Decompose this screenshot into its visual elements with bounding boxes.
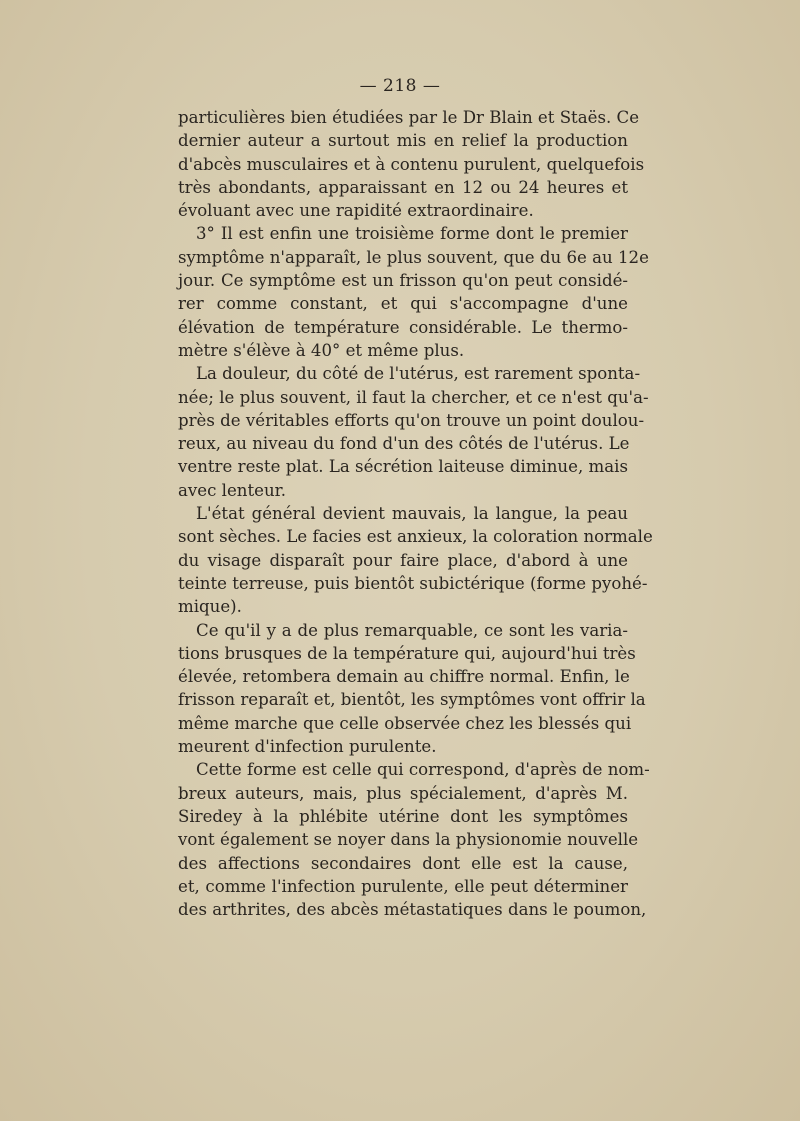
text-line: et, comme l'infection purulente, elle peut déterminer <box>178 876 628 896</box>
text-line: des affections secondaires dont elle est la cause, <box>178 853 628 873</box>
text-line: mique). <box>178 597 242 617</box>
text-line: teinte terreuse, puis bientôt subictérique (forme pyohé- <box>178 573 648 593</box>
text-line: meurent d'infection purulente. <box>178 737 437 757</box>
text-line: vont également se noyer dans la physionomie nouvelle <box>178 830 639 850</box>
text-line: reux, au niveau du fond d'un des côtés de l'utérus. Le <box>178 434 630 454</box>
text-line: sont sèches. Le facies est anxieux, la coloration normale <box>178 527 653 547</box>
text-line: élévation de température considérable. Le thermo- <box>178 317 628 337</box>
text-line: 3° Il est enfin une troisième forme dont le premier <box>196 224 628 244</box>
text-line: La douleur, du côté de l'utérus, est rarement sponta- <box>196 364 641 384</box>
text-line: Ce qu'il y a de plus remarquable, ce sont les varia- <box>196 620 628 640</box>
text-line: Siredey à la phlébite utérine dont les symptômes <box>178 806 628 826</box>
text-line: des arthrites, des abcès métastatiques dans le poumon, <box>178 900 647 920</box>
text-line: symptôme n'apparaît, le plus souvent, que du 6e au 12e <box>178 247 649 267</box>
text-line: dernier auteur a surtout mis en relief la production <box>178 131 628 151</box>
text-line: mètre s'élève à 40° et même plus. <box>178 340 465 360</box>
text-line: d'abcès musculaires et à contenu purulent, quelquefois <box>178 154 645 174</box>
text-line: L'état général devient mauvais, la langue, la peau <box>196 504 628 524</box>
text-line: Cette forme est celle qui correspond, d'après de nom- <box>196 760 650 780</box>
text-line: même marche que celle observée chez les blessés qui <box>178 713 632 733</box>
text-line: élevée, retombera demain au chiffre normal. Enfin, le <box>178 667 630 687</box>
text-line: près de véritables efforts qu'on trouve un point doulou- <box>178 410 645 430</box>
text-line: très abondants, apparaissant en 12 ou 24 heures et <box>178 177 628 197</box>
text-line: frisson reparaît et, bientôt, les symptômes vont offrir la <box>178 690 646 710</box>
text-line: évoluant avec une rapidité extraordinaire. <box>178 201 534 221</box>
text-line: née; le plus souvent, il faut la chercher, et ce n'est qu'a- <box>178 387 649 407</box>
text-line: tions brusques de la température qui, aujourd'hui très <box>178 643 636 663</box>
page-number: — 218 — <box>359 76 441 96</box>
text-line: ventre reste plat. La sécrétion laiteuse diminue, mais <box>178 457 628 477</box>
text-line: du visage disparaît pour faire place, d'abord à une <box>178 550 628 570</box>
text-line: breux auteurs, mais, plus spécialement, d'après M. <box>178 783 628 803</box>
text-line: avec lenteur. <box>178 480 287 500</box>
text-line: rer comme constant, et qui s'accompagne d'une <box>178 294 628 314</box>
text-line: jour. Ce symptôme est un frisson qu'on peut considé- <box>178 271 628 291</box>
text-line: particulières bien étudiées par le Dr Blain et Staës. Ce <box>178 108 640 127</box>
body-text <box>178 106 653 921</box>
